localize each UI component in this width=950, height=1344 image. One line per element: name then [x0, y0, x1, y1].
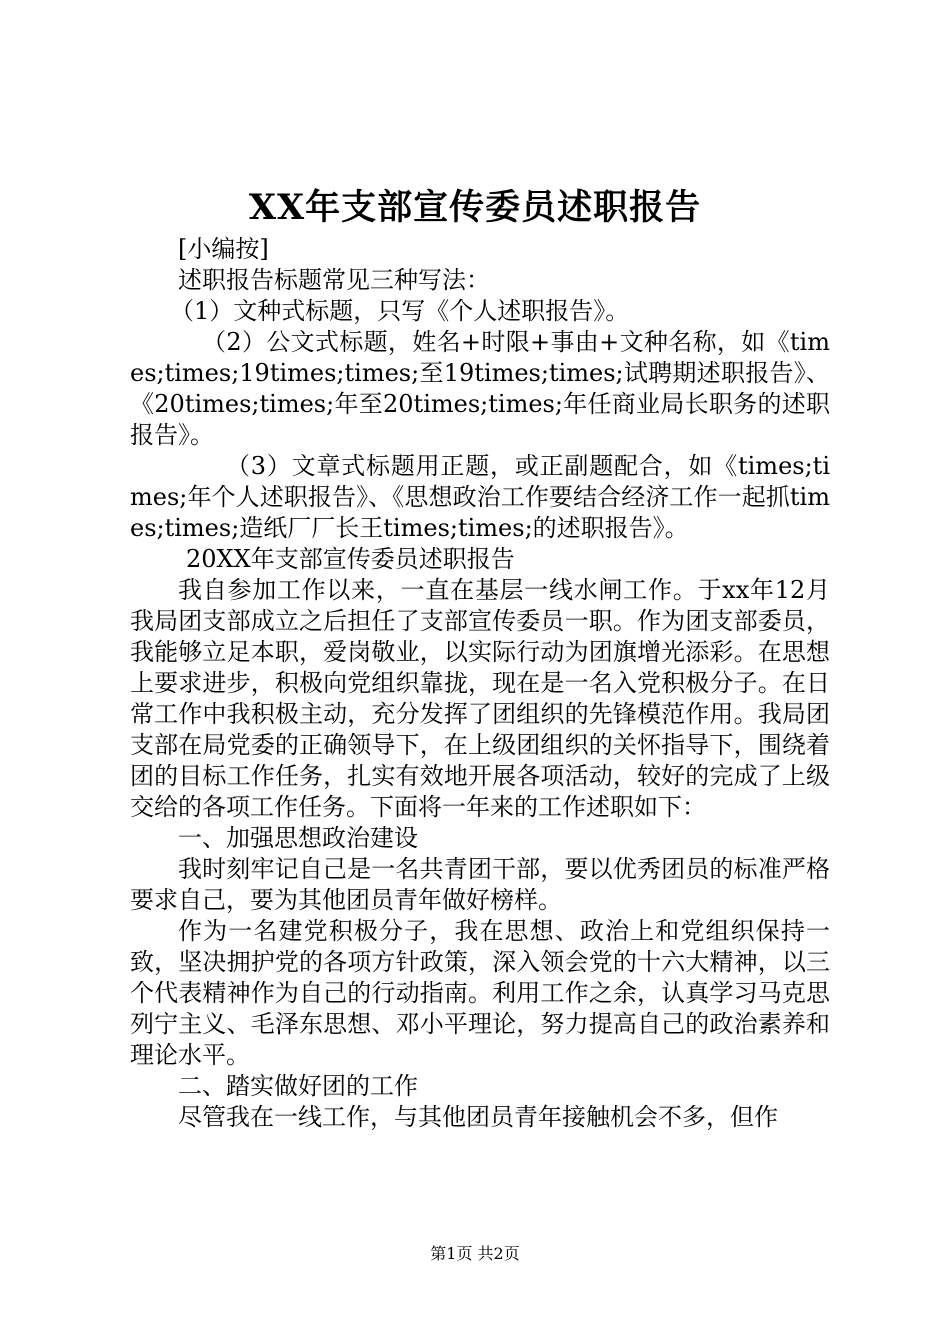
paragraph-method-1: （1）文种式标题，只写《个人述职报告》。 — [170, 297, 630, 325]
paragraph-title-intro: 述职报告标题常见三种写法： — [178, 266, 490, 294]
paragraph-section1-a: 我时刻牢记自己是一名共青团干部，要以优秀团员的标准严格要求自己，要为其他团员青年做好榜样。 — [130, 855, 830, 914]
paragraph-section1-b: 作为一名建党积极分子，我在思想、政治上和党组织保持一致，坚决拥护党的各项方针政策，深入领会党的十六大精神，以三个代表精神作为自己的行动指南。利用工作之余，认真学习马克思列宁主义、毛泽东思想、邓小平理论，努力提高自己的政治素养和理论水平。 — [130, 917, 830, 1069]
paragraph-method-3: （3）文章式标题用正题，或正副题配合，如《times;times;年个人述职报告》、《思想政治工作要结合经济工作一起抓times;times;造纸厂厂长王times;times;的述职报告》。 — [130, 452, 830, 542]
page-footer: 第1页 共2页 — [430, 1244, 520, 1263]
paragraph-editor-note: [小编按] — [178, 235, 269, 263]
document-title: XX年支部宣传委员述职报告 — [248, 187, 702, 228]
section-heading-1: 一、加强思想政治建设 — [178, 824, 418, 852]
paragraph-intro: 我自参加工作以来，一直在基层一线水闸工作。于xx年12月我局团支部成立之后担任了支部宣传委员一职。作为团支部委员，我能够立足本职，爱岗敬业，以实际行动为团旗增光添彩。在思想上要求进步，积极向党组织靠拢，现在是一名入党积极分子。在日常工作中我积极主动，充分发挥了团组织的先锋模范作用。我局团支部在局党委的正确领导下，在上级团组织的关怀指导下，围绕着团的目标工作任务，扎实有效地开展各项活动，较好的完成了上级交给的各项工作任务。下面将一年来的工作述职如下： — [130, 576, 830, 821]
paragraph-section2-a: 尽管我在一线工作，与其他团员青年接触机会不多，但作 — [178, 1103, 778, 1131]
paragraph-method-2: （2）公文式标题，姓名+时限+事由+文种名称，如《times;times;19times;times;至19times;times;试聘期述职报告》、《20times;times;年至20times;times;年任商业局长职务的述职报告》。 — [130, 328, 830, 449]
document-body — [130, 234, 830, 1133]
paragraph-report-heading: 20XX年支部宣传委员述职报告 — [186, 545, 515, 573]
section-heading-2: 二、踏实做好团的工作 — [178, 1072, 418, 1100]
